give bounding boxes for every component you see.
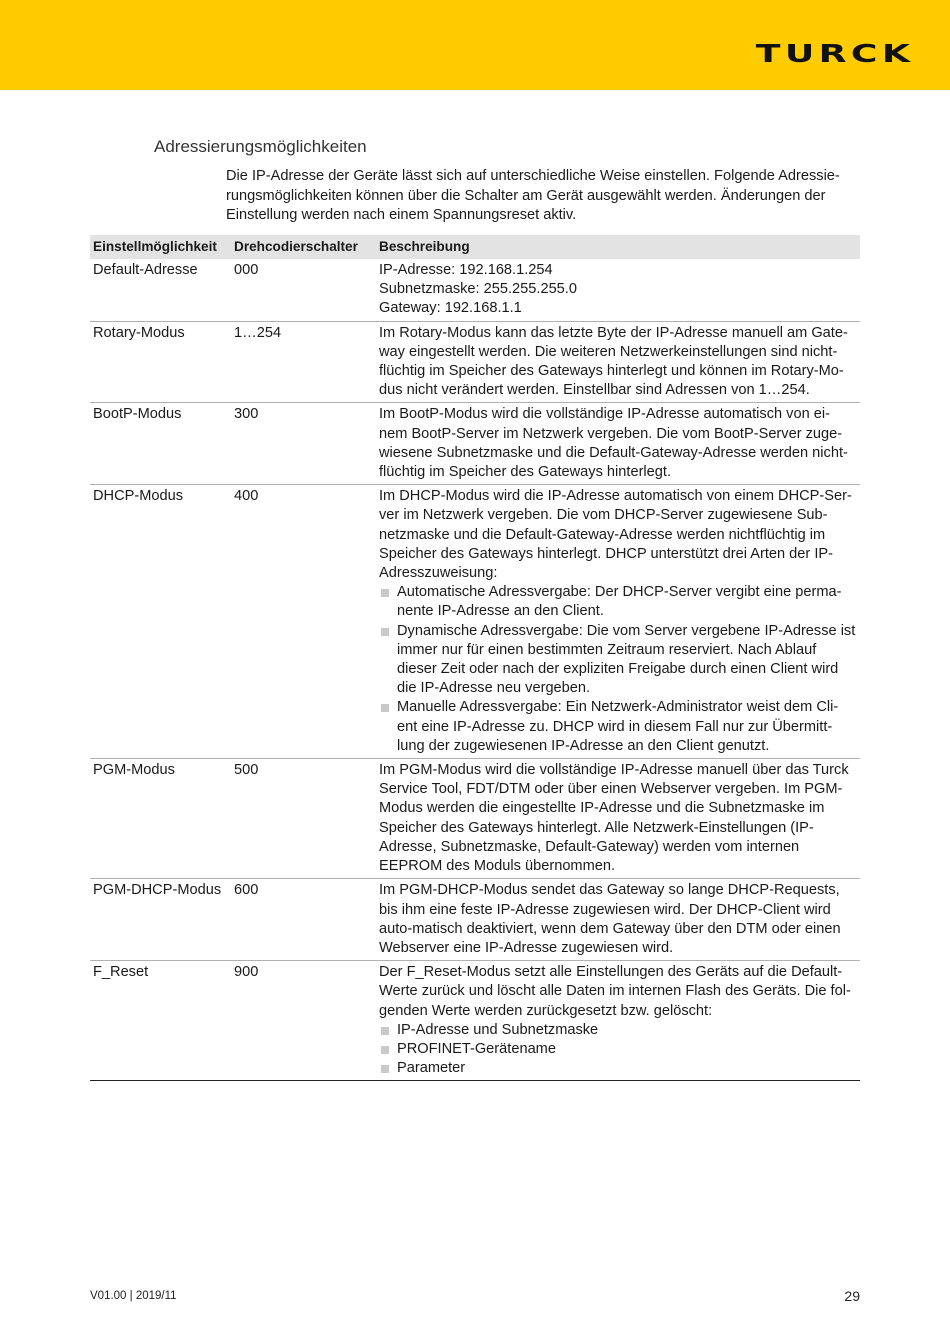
cell-description (376, 485, 860, 759)
table-row (90, 879, 860, 961)
description-text: Der F_Reset-Modus setzt alle Einstellungen des Geräts auf die Default-Werte zurück und löscht alle Daten im internen Flash des Geräts. Die fol-genden Werte werden zurückgesetzt bzw. gelöscht: (379, 964, 851, 1019)
intro-paragraph: Die IP-Adresse der Geräte lässt sich auf unterschiedliche Weise einstellen. Folgende Adressie-rungsmöglichkeiten können über die Schalter am Gerät ausgewählt werden. Änderungen der Einstellung werden nach einem Spannungsreset aktiv. (226, 168, 840, 223)
cell-description (376, 961, 860, 1081)
cell-switch: 500 (231, 759, 376, 879)
table-row (90, 403, 860, 485)
cell-switch: 300 (231, 403, 376, 485)
header-band (0, 0, 950, 90)
bullet-item: IP-Adresse und Subnetzmaske (379, 1021, 857, 1040)
description-text: Im PGM-Modus wird die vollständige IP-Adresse manuell über das Turck Service Tool, FDT/DTM oder über einen Webserver vergeben. Im PGM-Modus werden die eingestellte IP-Adresse und die Subnetzmaske im Speicher des Gateways hinterlegt. Alle Netzwerk-Einstellungen (IP-Adresse, Subnetzmaske, Default-Gateway) werden vom internen EEPROM des Moduls übernommen. (379, 762, 849, 875)
turck-logo: TURCK (755, 39, 914, 68)
cell-description (376, 403, 860, 485)
version-label: V01.00 | 2019/11 (90, 1290, 177, 1302)
table-header-row (90, 235, 860, 259)
header-description: Beschreibung (376, 235, 860, 259)
header-switch: Drehcodierschalter (231, 235, 376, 259)
bullet-list (379, 583, 857, 756)
addressing-table (90, 235, 860, 1081)
cell-option: Rotary-Modus (90, 321, 231, 403)
bullet-list (379, 1021, 857, 1079)
description-text: Im DHCP-Modus wird die IP-Adresse automatisch von einem DHCP-Ser-ver im Netzwerk vergeben. Die vom DHCP-Server zugewiesene Sub-netzmaske und die Default-Gateway-Adresse werden nichtflüchtig im Speicher des Gateways hinterlegt. DHCP unterstützt drei Arten der IP-Adresszuweisung: (379, 488, 852, 582)
description-line: Gateway: 192.168.1.1 (379, 300, 522, 317)
description-text: Im PGM-DHCP-Modus sendet das Gateway so lange DHCP-Requests, bis ihm eine feste IP-Adresse zugewiesen wird. Der DHCP-Client wird auto-matisch deaktiviert, wenn dem Gateway über den DTM oder einen Webserver eine IP-Adresse zugewiesen wird. (379, 882, 841, 956)
description-line: IP-Adresse: 192.168.1.254 (379, 262, 553, 278)
bullet-item: Dynamische Adressvergabe: Die vom Server vergebene IP-Adresse ist immer nur für einen bestimmten Zeitraum reserviert. Nach Ablauf dieser Zeit oder nach der expliziten Freigabe durch einen Client wird die IP-Adresse neu vergeben. (379, 622, 857, 699)
table-body (90, 259, 860, 1081)
cell-option: DHCP-Modus (90, 485, 231, 759)
header-option: Einstellmöglichkeit (90, 235, 231, 259)
cell-switch: 600 (231, 879, 376, 961)
table-row (90, 259, 860, 321)
table-row (90, 961, 860, 1081)
cell-switch: 900 (231, 961, 376, 1081)
description-text: Im BootP-Modus wird die vollständige IP-Adresse automatisch von ei-nem BootP-Server im Netzwerk vergeben. Die vom BootP-Server zuge-wiesene Subnetzmaske und die Default-Gateway-Adresse werden nicht-flüchtig im Speicher des Gateways hinterlegt. (379, 406, 848, 481)
table-row (90, 321, 860, 403)
cell-option: F_Reset (90, 961, 231, 1081)
page-number: 29 (844, 1288, 860, 1304)
description-line: Subnetzmaske: 255.255.255.0 (379, 281, 577, 298)
cell-option: PGM-Modus (90, 759, 231, 879)
cell-option: Default-Adresse (90, 259, 231, 321)
cell-description (376, 879, 860, 961)
cell-switch: 000 (231, 259, 376, 321)
cell-switch: 1…254 (231, 321, 376, 403)
cell-description (376, 259, 860, 321)
description-text: Im Rotary-Modus kann das letzte Byte der IP-Adresse manuell am Gate-way eingestellt werden. Die weiteren Netzwerkeinstellungen sind nicht-flüchtig im Speicher des Gateways hinterlegt und können im Rotary-Mo-dus nicht verändert werden. Einstellbar sind Adressen von 1…254. (379, 324, 848, 399)
bullet-item: Parameter (379, 1059, 857, 1078)
cell-option: BootP-Modus (90, 403, 231, 485)
section-title: Adressierungsmöglichkeiten (154, 137, 367, 156)
table-row (90, 485, 860, 759)
bullet-item: PROFINET-Gerätename (379, 1040, 857, 1059)
cell-description (376, 321, 860, 403)
cell-switch: 400 (231, 485, 376, 759)
bullet-item: Automatische Adressvergabe: Der DHCP-Server vergibt eine perma-nente IP-Adresse an den Client. (379, 583, 857, 621)
cell-description (376, 759, 860, 879)
cell-option: PGM-DHCP-Modus (90, 879, 231, 961)
table-row (90, 759, 860, 879)
bullet-item: Manuelle Adressvergabe: Ein Netzwerk-Administrator weist dem Cli-ent eine IP-Adresse zu. DHCP wird in diesem Fall nur zur Übermitt-lung der zugewiesenen IP-Adresse an den Client genutzt. (379, 698, 857, 756)
